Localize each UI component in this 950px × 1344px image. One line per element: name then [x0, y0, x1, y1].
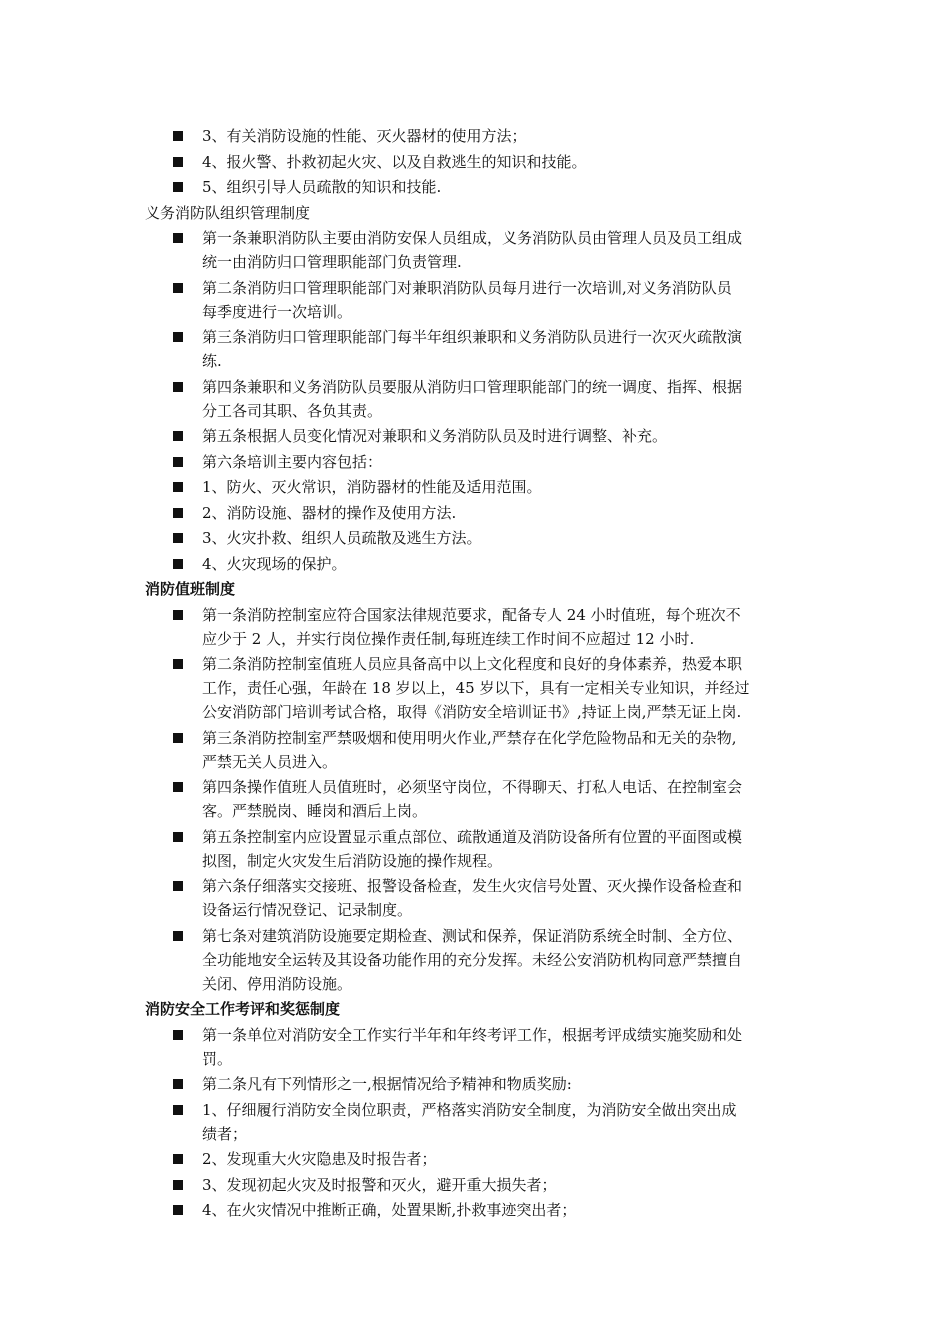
section-heading: 消防安全工作考评和奖惩制度: [145, 1000, 341, 1018]
list-item-text-line: 1、防火、灭火常识，消防器材的性能及适用范围。: [202, 478, 542, 496]
list-item-text-line: 5、组织引导人员疏散的知识和技能.: [202, 178, 442, 196]
square-bullet-icon: [173, 881, 183, 891]
list-item-text-line: 每季度进行一次培训。: [202, 302, 353, 321]
list-item: [145, 775, 820, 823]
list-item-text-line: 应少于 2 人，并实行岗位操作责任制,每班连续工作时间不应超过 12 小时.: [202, 629, 695, 648]
square-bullet-icon: [173, 659, 183, 669]
list-item: [145, 603, 820, 651]
list-item-text-line: 统一由消防归口管理职能部门负责管理.: [202, 253, 462, 271]
square-bullet-icon: [173, 332, 183, 342]
square-bullet-icon: [173, 1154, 183, 1164]
square-bullet-icon: [173, 1079, 183, 1089]
list-item-text-line: 第五条控制室内应设置显示重点部位、疏散通道及消防设备所有位置的平面图或模: [202, 827, 743, 846]
list-item-text-line: 设备运行情况登记、记录制度。: [202, 901, 413, 919]
list-item: [145, 150, 820, 174]
list-item: [145, 1072, 820, 1096]
list-item-text-line: 公安消防部门培训考试合格，取得《消防安全培训证书》,持证上岗,严禁无证上岗.: [202, 703, 742, 721]
list-item-text-line: 绩者；: [202, 1124, 248, 1143]
section-heading: 消防值班制度: [145, 580, 236, 598]
list-item-text-line: 1、仔细履行消防安全岗位职责，严格落实消防安全制度，为消防安全做出突出成: [202, 1100, 737, 1119]
list-item: [145, 552, 820, 576]
square-bullet-icon: [173, 233, 183, 243]
list-item-text-line: 3、火灾扑救、组织人员疏散及逃生方法。: [202, 529, 482, 547]
square-bullet-icon: [173, 931, 183, 941]
list-item: [145, 501, 820, 525]
list-item: [145, 276, 820, 324]
list-item-text-line: 第二条凡有下列情形之一,根据情况给予精神和物质奖励:: [202, 1075, 572, 1093]
square-bullet-icon: [173, 382, 183, 392]
square-bullet-icon: [173, 482, 183, 492]
list-item-text-line: 第一条单位对消防安全工作实行半年和年终考评工作，根据考评成绩实施奖励和处: [202, 1025, 743, 1044]
list-item: [145, 424, 820, 448]
list-item-text-line: 第四条兼职和义务消防队员要服从消防归口管理职能部门的统一调度、指挥、根据: [202, 377, 743, 396]
list-item-text-line: 第四条操作值班人员值班时，必须坚守岗位，不得聊天、打私人电话、在控制室会: [202, 778, 743, 796]
list-item: [145, 1173, 820, 1197]
square-bullet-icon: [173, 182, 183, 192]
square-bullet-icon: [173, 782, 183, 792]
list-item: [145, 450, 820, 474]
square-bullet-icon: [173, 157, 183, 167]
list-item: [145, 652, 820, 724]
list-item: [145, 924, 820, 996]
list-item-text-line: 拟图，制定火灾发生后消防设施的操作规程。: [202, 851, 503, 870]
square-bullet-icon: [173, 131, 183, 141]
list-item-text-line: 2、发现重大火灾隐患及时报告者；: [202, 1150, 437, 1168]
list-item-text-line: 严禁无关人员进入。: [202, 752, 338, 771]
list-item-text-line: 第二条消防归口管理职能部门对兼职消防队员每月进行一次培训,对义务消防队员: [202, 278, 732, 297]
square-bullet-icon: [173, 457, 183, 467]
square-bullet-icon: [173, 431, 183, 441]
square-bullet-icon: [173, 559, 183, 569]
list-item-text-line: 第六条培训主要内容包括：: [202, 452, 383, 471]
list-item: [145, 124, 820, 148]
list-item: [145, 226, 820, 274]
list-item-text-line: 4、火灾现场的保护。: [202, 554, 347, 573]
list-item-text-line: 分工各司其职、各负其责。: [202, 401, 383, 420]
list-item-text-line: 第二条消防控制室值班人员应具备高中以上文化程度和良好的身体素养，热爱本职: [202, 655, 743, 673]
square-bullet-icon: [173, 832, 183, 842]
list-item: [145, 1147, 820, 1171]
square-bullet-icon: [173, 1030, 183, 1040]
list-item-text-line: 全功能地安全运转及其设备功能作用的充分发挥。未经公安消防机构同意严禁擅自: [202, 950, 743, 969]
section-heading: 义务消防队组织管理制度: [145, 203, 311, 222]
list-item-text-line: 3、有关消防设施的性能、灭火器材的使用方法；: [202, 127, 527, 145]
list-item-text-line: 4、报火警、扑救初起火灾、以及自救逃生的知识和技能。: [202, 152, 587, 171]
square-bullet-icon: [173, 508, 183, 518]
list-item-text-line: 关闭、停用消防设施。: [202, 974, 353, 993]
list-item: [145, 175, 820, 199]
list-item-text-line: 第七条对建筑消防设施要定期检查、测试和保养，保证消防系统全时制、全方位、: [202, 926, 743, 945]
list-item-text-line: 罚。: [202, 1049, 233, 1068]
square-bullet-icon: [173, 610, 183, 620]
list-item: [145, 1098, 820, 1146]
list-item: [145, 475, 820, 499]
list-item: [145, 375, 820, 423]
list-item-text-line: 客。严禁脱岗、睡岗和酒后上岗。: [202, 802, 428, 820]
square-bullet-icon: [173, 1105, 183, 1115]
square-bullet-icon: [173, 533, 183, 543]
list-item-text-line: 第三条消防归口管理职能部门每半年组织兼职和义务消防队员进行一次灭火疏散演: [202, 328, 743, 346]
list-item-text-line: 第五条根据人员变化情况对兼职和义务消防队员及时进行调整、补充。: [202, 427, 668, 445]
square-bullet-icon: [173, 1180, 183, 1190]
list-item: [145, 325, 820, 373]
square-bullet-icon: [173, 733, 183, 743]
list-item-text-line: 第一条消防控制室应符合国家法律规范要求，配备专人 24 小时值班，每个班次不: [202, 605, 741, 624]
list-item: [145, 726, 820, 774]
list-item: [145, 1198, 820, 1222]
list-item-text-line: 第六条仔细落实交接班、报警设备检查，发生火灾信号处置、灭火操作设备检查和: [202, 877, 743, 895]
list-item: [145, 1023, 820, 1071]
list-item-text-line: 2、消防设施、器材的操作及使用方法.: [202, 503, 457, 522]
list-item-text-line: 工作，责任心强，年龄在 18 岁以上，45 岁以下，具有一定相关专业知识，并经过: [202, 679, 750, 697]
list-item: [145, 526, 820, 550]
list-item-text-line: 练.: [202, 352, 222, 370]
list-item-text-line: 4、在火灾情况中推断正确，处置果断,扑救事迹突出者；: [202, 1201, 577, 1219]
list-item-text-line: 3、发现初起火灾及时报警和灭火，避开重大损失者；: [202, 1175, 557, 1194]
list-item: [145, 825, 820, 873]
document-body: [145, 124, 820, 1224]
list-item: [145, 874, 820, 922]
square-bullet-icon: [173, 283, 183, 293]
list-item-text-line: 第三条消防控制室严禁吸烟和使用明火作业,严禁存在化学危险物品和无关的杂物,: [202, 728, 737, 747]
square-bullet-icon: [173, 1205, 183, 1215]
list-item-text-line: 第一条兼职消防队主要由消防安保人员组成，义务消防队员由管理人员及员工组成: [202, 229, 743, 247]
